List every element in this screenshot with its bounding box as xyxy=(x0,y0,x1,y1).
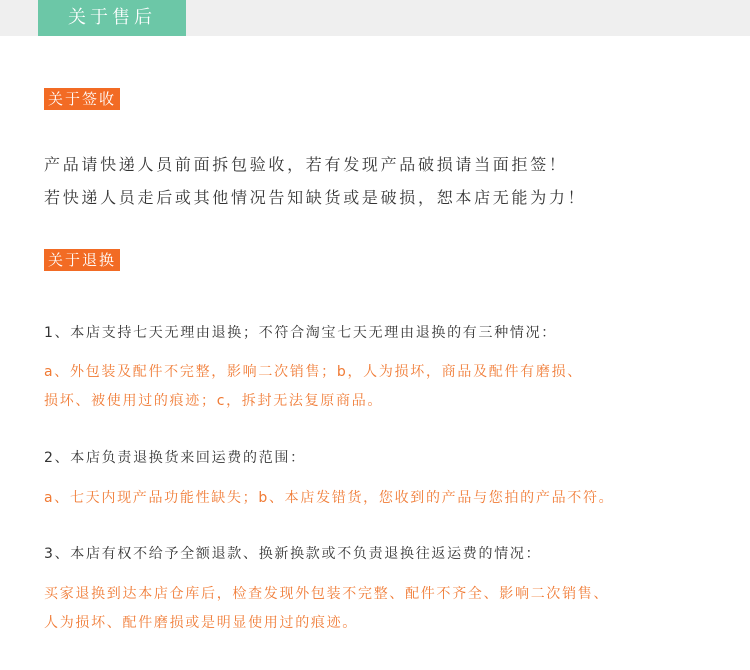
return-section-title: 关于退换 xyxy=(44,249,120,271)
return-item3-heading: 3、本店有权不给予全额退款、换新换款或不负责退换往返运费的情况： xyxy=(44,546,542,562)
sign-line-2: 若快递人员走后或其他情况告知缺货或是破损，恕本店无能为力！ xyxy=(44,188,587,207)
return-item1-heading: 1、本店支持七天无理由退换；不符合淘宝七天无理由退换的有三种情况： xyxy=(44,325,558,341)
sign-section-title: 关于签收 xyxy=(44,88,120,110)
return-item3-line-1: 买家退换到达本店仓库后，检查发现外包装不完整、配件不齐全、影响二次销售、 xyxy=(44,586,610,602)
return-item2-heading: 2、本店负责退换货来回运费的范围： xyxy=(44,450,306,466)
after-sales-tab: 关于售后 xyxy=(38,0,186,36)
return-item2-line-1: a、七天内现产品功能性缺失；b、本店发错货，您收到的产品与您拍的产品不符。 xyxy=(44,490,615,506)
return-item1-line-2: 损坏、被使用过的痕迹；c，拆封无法复原商品。 xyxy=(44,393,384,409)
return-item1-line-1: a、外包装及配件不完整，影响二次销售；b，人为损坏，商品及配件有磨损、 xyxy=(44,364,583,380)
return-item3-line-2: 人为损坏、配件磨损或是明显使用过的痕迹。 xyxy=(44,615,358,631)
sign-line-1: 产品请快递人员前面拆包验收，若有发现产品破损请当面拒签！ xyxy=(44,155,568,174)
